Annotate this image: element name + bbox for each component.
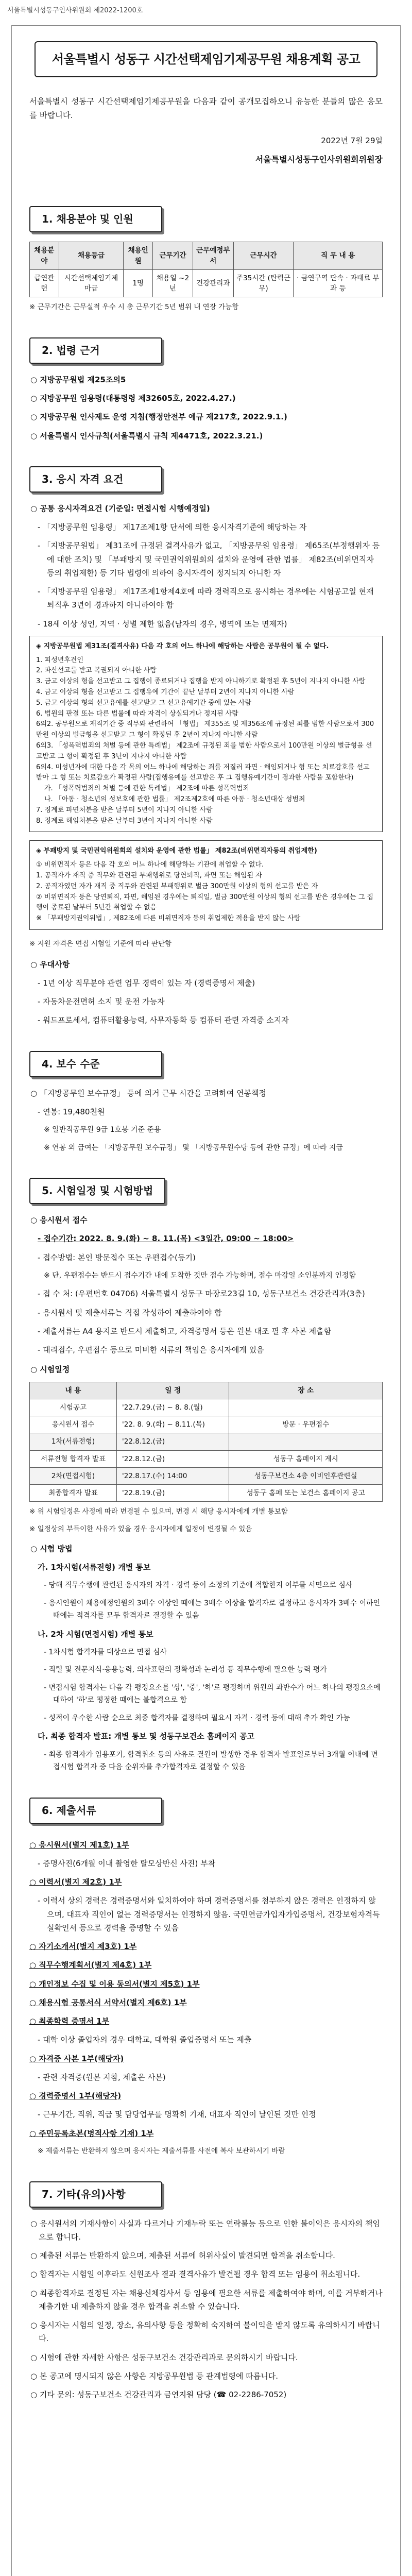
table-row <box>30 1416 383 1433</box>
schedule-heading: ○ 시험일정 <box>30 1365 70 1375</box>
special-line: - 자동차운전면허 소지 및 운전 가능자 <box>38 997 165 1007</box>
corruption-title: ◈ 부패방지 및 국민권익위원회의 설치와 운영에 관한 법률」 제82조(비위면직자등의 취업제한) <box>36 847 317 855</box>
disqualification-line: 6의4. 미성년자에 대한 다음 각 목의 어느 하나에 해당하는 죄를 저질러 파면 · 해임되거나 형 또는 치료감호를 선고받아 그 형 또는 치료감호가 확정된 사람(집행유예를 선고받은 후 그 집행유예기간이 경과한 사람을 포함한다) <box>36 763 370 782</box>
section-documents: 6. 제출서류 <box>29 1798 162 1824</box>
section-pay: 4. 보수 수준 <box>29 1051 162 1077</box>
section-exam: 5. 시험일정 및 시험방법 <box>29 1178 165 1204</box>
corruption-restriction-box <box>29 840 383 930</box>
table-cell: 1차(서류전형) <box>30 1433 117 1450</box>
disqualification-line: 7. 징계로 파면처분을 받은 날부터 5년이 지나지 아니한 사람 <box>36 806 213 814</box>
table-cell: 주35시간 (탄력근무) <box>233 269 294 297</box>
final-result-title: 다. 최종 합격자 발표: 개별 통보 및 성동구보건소 홈페이지 공고 <box>38 1732 254 1741</box>
intro-paragraph: 서울특별시 성동구 시간선택제임기제공무원을 다음과 같이 공개모집하오니 유능한 분들의 많은 응모를 바랍니다. <box>29 96 383 120</box>
application-line: - 응시원서 및 제출서류는 직접 작성하여 제출하여야 함 <box>38 1308 222 1317</box>
document-screening-line: - 응시인원이 채용예정인원의 3배수 이상인 때에는 3배수 이상을 합격자로 결정하고 응시자가 3배수 이하인 때에는 적격자를 모두 합격자로 결정할 수 있음 <box>44 1599 381 1620</box>
section-qualification: 3. 응시 자격 요건 <box>29 466 162 493</box>
documents-list <box>29 1838 383 2158</box>
note-item: ○ 최종합격자로 결정된 자는 채용신체검사서 등 임용에 필요한 서류를 제출하여야 하며, 이를 거부하거나 제출기한 내 제출하지 않을 경우 합격을 취소할 수 있습니다. <box>30 2288 383 2311</box>
schedule-note: ※ 위 시험일정은 사정에 따라 변경될 수 있으며, 변경 시 해당 응시자에게 개별 통보함 <box>29 1507 288 1516</box>
law-item: ○ 지방공무원 인사제도 운영 지침(행정안전부 예규 제217호, 2022.9.1.) <box>30 412 287 422</box>
document-detail: - 대학 이상 졸업자의 경우 대학교, 대학원 졸업증명서 또는 제출 <box>38 2035 252 2045</box>
note-item: ○ 합격자는 시험일 이후라도 신원조사 결과 결격사유가 발견될 경우 합격 또는 임용이 취소됩니다. <box>30 2269 360 2279</box>
final-result-line: - 최종 합격자가 임용포기, 합격취소 등의 사유로 결원이 발생한 경우 합격자 발표일로부터 3개월 이내에 면접시험 합격자 중 다음 순위자를 추가합격자로 결정할 수 있음 <box>44 1750 378 1772</box>
disqualification-line: 가. 「성폭력범죄의 처벌 등에 관한 특례법」 제2조에 따른 성폭력범죄 <box>44 785 249 793</box>
signer: 서울특별시성동구인사위원회위원장 <box>255 155 383 165</box>
note-item: ○ 시험에 관한 자세한 사항은 성동구보건소 건강관리과로 문의하시기 바랍니다. <box>30 2352 298 2362</box>
announcement-date: 2022년 7월 29일 <box>321 136 383 145</box>
disqualification-line: 2. 파산선고를 받고 복권되지 아니한 사람 <box>36 667 157 675</box>
note-item: ○ 응시자는 시험의 일정, 장소, 유의사항 등을 정확히 숙지하여 불이익을 받지 않도록 유의하시기 바랍니다. <box>30 2320 380 2344</box>
table-header-row <box>30 1382 383 1399</box>
document-number: 서울특별시성동구인사위원회 제2022-1200호 <box>7 7 143 14</box>
document-screening-title: 가. 1차시험(서류전형) 개별 통보 <box>38 1562 151 1572</box>
schedule-note: ※ 일정상의 부득이한 사유가 있을 경우 응시자에게 일정이 변경될 수 있음 <box>29 1525 252 1533</box>
law-item: ○ 지방공무원 임용령(대통령령 제32605호, 2022.4.27.) <box>30 394 236 403</box>
disqualification-line: 6의2. 공무원으로 재직기간 중 직무와 관련하여 「형법」 제355조 및 제356조에 규정된 죄를 범한 사람으로서 300만원 이상의 벌금형을 선고받고 그 형이 확정된 후 2년이 지나지 아니한 사람 <box>36 720 374 739</box>
table-cell: 최종합격자 발표 <box>30 1485 117 1502</box>
note-item: ○ 본 공고에 명시되지 않은 사항은 지방공무원법 등 관계법령에 따릅니다. <box>30 2371 278 2381</box>
table-row <box>30 1467 383 1484</box>
disqualification-line: 3. 금고 이상의 형을 선고받고 그 집행이 종료되거나 집행을 받지 아니하기로 확정된 후 5년이 지나지 아니한 사람 <box>36 677 366 686</box>
document-item: ○ 주민등록초본(병적사항 기재) 1부 <box>29 2128 154 2138</box>
table-header: 채용분야 <box>30 242 59 270</box>
table-cell: 성동구보건소 4층 이비인후관련실 <box>229 1467 383 1484</box>
corruption-line: ① 비위면직자 등은 다음 각 호의 어느 하나에 해당하는 기관에 취업할 수 없다. <box>36 861 264 869</box>
table-header: 채용등급 <box>59 242 124 270</box>
document-item: ○ 이력서(별지 제2호) 1부 <box>29 1877 122 1887</box>
note-item: ○ 응시원서의 기재사항이 사실과 다르거나 기재누락 또는 연락불능 등으로 인한 불이익은 응시자의 책임으로 합니다. <box>30 2218 380 2242</box>
document-detail: ※ 제출서류는 반환하지 않으며 응시자는 제출서류를 사전에 복사 보관하시기 바람 <box>38 2146 285 2155</box>
document-detail: - 근무기간, 직위, 직급 및 담당업무를 명확히 기재, 대표자 직인이 날인된 것만 인정 <box>38 2110 316 2120</box>
application-line: - 제출서류는 A4 용지로 반드시 제출하고, 자격증명서 등은 원본 대조 필 후 사본 제출함 <box>38 1326 332 1336</box>
section-recruitment: 1. 채용분야 및 인원 <box>29 206 162 232</box>
document-item: ○ 직무수행계획서(별지 제4호) 1부 <box>29 1960 152 1970</box>
announcement-document <box>11 25 401 2576</box>
table-cell: 채용일 ~2년 <box>153 269 193 297</box>
qualification-line: - 「지방공무원 임용령」 제17조제1항제4호에 따라 경력직으로 응시하는 경우에는 시험공고일 현재 퇴직후 3년이 경과하지 아니하여야 함 <box>38 587 374 610</box>
table-cell: 시험공고 <box>30 1399 117 1416</box>
table-header: 일 정 <box>117 1382 229 1399</box>
table-header: 장 소 <box>229 1382 383 1399</box>
schedule-table <box>29 1382 383 1502</box>
section-legal-basis: 2. 법령 근거 <box>29 337 162 364</box>
table-row <box>30 269 383 297</box>
application-line: ※ 단, 우편접수는 반드시 접수기간 내에 도착한 것만 접수 가능하며, 접수 마감일 소인분까지 인정함 <box>44 1271 356 1280</box>
special-line: - 워드프로세서, 컴퓨터활용능력, 사무자동화 등 컴퓨터 관련 자격증 소지자 <box>38 1015 289 1025</box>
document-screening-line: - 당해 직무수행에 관련된 응시자의 자격 · 경력 등이 소정의 기준에 적합한지 여부를 서면으로 심사 <box>44 1581 353 1590</box>
interview-title: 나. 2차 시험(면접시험) 개별 통보 <box>38 1629 153 1639</box>
application-line: - 대리접수, 우편접수 등으로 미비한 서류의 책임은 응시자에게 있음 <box>38 1345 264 1355</box>
table-cell: 응시원서 접수 <box>30 1416 117 1433</box>
document-item: ○ 채용시험 공통서식 서약서(별지 제6호) 1부 <box>29 1997 187 2007</box>
disqualification-line: 4. 금고 이상의 형을 선고받고 그 집행유예 기간이 끝난 날부터 2년이 지나지 아니한 사람 <box>36 688 295 697</box>
disqualification-line: 5. 금고 이상의 형의 선고유예를 선고받고 그 선고유예기간 중에 있는 사람 <box>36 699 251 707</box>
table-cell: '22.8.12.(금) <box>117 1450 229 1467</box>
law-item: ○ 서울특별시 인사규칙(서울특별시 규칙 제4471호, 2022.3.21.) <box>30 431 263 440</box>
corruption-line: ② 비위면직자 등은 당연퇴직, 파면, 해임된 경우에는 퇴직일, 벌금 300만원 이상의 형의 선고를 받은 경우에는 그 집행이 종료된 날부터 5년간 취업할 수 없음 <box>36 893 373 912</box>
table-cell: '22.8.17.(수) 14:00 <box>117 1467 229 1484</box>
qualification-line: - 18세 이상 성인, 지역 · 성별 제한 없음(남자의 경우, 병역에 또는 면제자) <box>38 619 287 629</box>
table-header: 근무시간 <box>233 242 294 270</box>
corruption-line: ※ 「부패방지권익위법」, 제82조에 따른 비위면직자 등의 취업제한 적용을 받지 않는 사람 <box>36 914 301 923</box>
application-line: - 접수기간: 2022. 8. 9.(화) ~ 8. 11.(목) <3일간, 09:00 ~ 18:00> <box>38 1234 294 1244</box>
note-item: ○ 기타 문의: 성동구보건소 건강관리과 금연지원 담당 (☎ 02-2286-7052) <box>30 2390 287 2399</box>
table-cell <box>229 1433 383 1450</box>
document-item: ○ 응시원서(별지 제1호) 1부 <box>29 1840 129 1850</box>
disqualification-title: ◈ 지방공무원법 제31조(결격사유) 다음 각 호의 어느 하나에 해당하는 사람은 공무원이 될 수 없다. <box>36 642 329 650</box>
interview-line: - 직렬 및 전문지식·응용능력, 의사표현의 정확성과 논리성 등 직무수행에 필요한 능력 평가 <box>44 1666 327 1674</box>
pay-line: ※ 연봉 외 급여는 「지방공무원 보수규정」 및 「지방공무원수당 등에 관한 규정」에 따라 지급 <box>44 1143 343 1152</box>
interview-line: - 성적이 우수한 사람 순으로 최종 합격자를 결정하며 필요시 자격 · 경력 등에 대해 추가 확인 가능 <box>44 1714 350 1722</box>
table-header: 근무예정부서 <box>193 242 233 270</box>
application-line: - 접수방법: 본인 방문접수 또는 우편접수(등기) <box>38 1252 196 1262</box>
table-cell: '22. 8. 9.(화) ~ 8.11.(목) <box>117 1416 229 1433</box>
special-heading: ○ 우대사항 <box>30 959 70 969</box>
corruption-line: 2. 공직자였던 자가 재직 중 직무와 관련된 부패행위로 벌금 300만원 이상의 형의 선고를 받은 자 <box>36 882 318 890</box>
table-header: 직 무 내 용 <box>294 242 383 270</box>
table-cell: 방문 · 우편접수 <box>229 1416 383 1433</box>
table-cell: 건강관리과 <box>193 269 233 297</box>
qualification-line: - 「지방공무원법」 제31조에 규정된 결격사유가 없고, 「지방공무원 임용령」 제65조(부정행위자 등에 대한 조치) 및 「부패방지 및 국민권익위원회의 설치와 운영에 관한 법률」 제82조(비위면직자 등의 취업제한) 등 기타 법령에 의하여 응시자격이 정지되지 아니한 자 <box>38 541 380 578</box>
application-line: - 접 수 처: (우편번호 04706) 서울특별시 성동구 마장로23길 10, 성동구보건소 건강관리과(3층) <box>38 1289 365 1299</box>
table-row <box>30 1450 383 1467</box>
disqualification-line: 6의3. 「성폭력범죄의 처벌 등에 관한 특례법」 제2조에 규정된 죄를 범한 사람으로서 100만원 이상의 벌금형을 선고받고 그 형이 확정된 후 3년이 지나지 아니한 사람 <box>36 742 372 760</box>
qualification-line: - 「지방공무원 임용령」 제17조제1항 단서에 의한 응시자격기준에 해당하는 자 <box>38 522 307 532</box>
law-item: ○ 지방공무원법 제25조의5 <box>30 375 126 384</box>
document-item: ○ 자기소개서(별지 제3호) 1부 <box>29 1942 137 1952</box>
table-cell: '22.7.29.(금) ~ 8. 8.(월) <box>117 1399 229 1416</box>
corruption-line: 1. 공직자가 재직 중 직무와 관련된 부패행위로 당연퇴직, 파면 또는 해임된 자 <box>36 872 262 880</box>
table-cell: 시간선택제임기제 마급 <box>59 269 124 297</box>
table-header: 근무기간 <box>153 242 193 270</box>
document-detail: - 증명사진(6개월 이내 촬영한 탈모상반신 사진) 부착 <box>38 1858 216 1868</box>
section-notes: 7. 기타(유의)사항 <box>29 2181 162 2208</box>
document-item: ○ 개인정보 수집 및 이용 동의서(별지 제5호) 1부 <box>29 1979 200 1989</box>
document-item: ○ 자격증 사본 1부(해당자) <box>29 2054 124 2063</box>
table-row <box>30 1399 383 1416</box>
table-cell: 급연관련 <box>30 269 59 297</box>
document-detail: - 이력서 상의 경력은 경력증명서와 일치하여야 하며 경력증명서를 첨부하지 않은 경력은 인정하지 않으며, 대표자 직인이 없는 경력증명서는 인정하지 않음. 국민연금가입자가입증명서, 건강보험자격득실확인서 등으로 경력을 증명할 수 있음 <box>38 1896 380 1933</box>
table-row <box>30 1433 383 1450</box>
qualification-heading: ○ 공통 응시자격요건 (기준일: 면접시험 시행예정일) <box>30 503 210 513</box>
note-item: ○ 제출된 서류는 반환하지 않으며, 제출된 서류에 허위사실이 발견되면 합격을 취소합니다. <box>30 2251 335 2260</box>
table-cell <box>229 1399 383 1416</box>
recruit-note: ※ 근무기간은 근무실적 우수 시 총 근무기간 5년 범위 내 연장 가능함 <box>29 303 239 312</box>
qualification-foot: ※ 지원 자격은 면접 시험일 기준에 따라 판단함 <box>29 940 172 948</box>
table-cell: 성동구 홈페이지 게시 <box>229 1450 383 1467</box>
table-cell: 성동구 홈페 또는 보건소 홈페이지 공고 <box>229 1485 383 1502</box>
application-heading: ○ 응시원서 접수 <box>30 1215 88 1225</box>
disqualification-line: 나. 「아동 · 청소년의 성보호에 관한 법률」 제2조제2호에 따른 아동 · 청소년대상 성범죄 <box>44 795 305 804</box>
pay-line: ※ 일반직공무원 9급 1호봉 기준 준용 <box>44 1126 161 1134</box>
table-row <box>30 1485 383 1502</box>
disqualification-box <box>29 636 383 833</box>
document-detail: - 관련 자격증(원본 지참, 제출은 사본) <box>38 2072 166 2082</box>
method-heading: ○ 시험 방법 <box>30 1544 73 1553</box>
table-cell: '22.8.19.(금) <box>117 1485 229 1502</box>
disqualification-line: 1. 피성년후견인 <box>36 656 83 664</box>
interview-line: - 면접시험 합격자는 다음 각 평정요소를 '상', '중', '하'로 평정하며 위원의 과반수가 어느 하나의 평정요소에 대하여 '하'로 평정한 때에는 불합격으로 함 <box>44 1683 381 1705</box>
table-cell: 1명 <box>124 269 153 297</box>
table-cell: 2차(면접시험) <box>30 1467 117 1484</box>
table-header: 내 용 <box>30 1382 117 1399</box>
table-cell: · 금연구역 단속 · 과태료 부과 등 <box>294 269 383 297</box>
disqualification-line: 8. 징계로 해임처분을 받은 날부터 3년이 지나지 아니한 사람 <box>36 817 213 825</box>
interview-line: - 1차시험 합격자를 대상으로 면접 심사 <box>44 1648 167 1656</box>
table-header-row <box>30 242 383 270</box>
page-title: 서울특별시 성동구 시간선택제임기제공무원 채용계획 공고 <box>35 41 377 77</box>
pay-line: - 연봉: 19,480천원 <box>38 1107 105 1116</box>
document-item: ○ 최종학력 증명서 1부 <box>29 2016 110 2026</box>
disqualification-line: 6. 법원의 판결 또는 다른 법률에 따라 자격이 상실되거나 정지된 사람 <box>36 709 238 718</box>
table-header: 채용인원 <box>124 242 153 270</box>
recruitment-table <box>29 242 383 297</box>
special-line: - 1년 이상 직무분야 관련 업무 경력이 있는 자 (경력증명서 제출) <box>38 978 255 988</box>
table-cell: '22.8.12.(금) <box>117 1433 229 1450</box>
table-cell: 서류전형 합격자 발표 <box>30 1450 117 1467</box>
document-item: ○ 경력증명서 1부(해당자) <box>29 2091 122 2101</box>
pay-heading: ○ 「지방공무원 보수규정」 등에 의거 근무 시간을 고려하여 연봉책정 <box>30 1088 266 1098</box>
